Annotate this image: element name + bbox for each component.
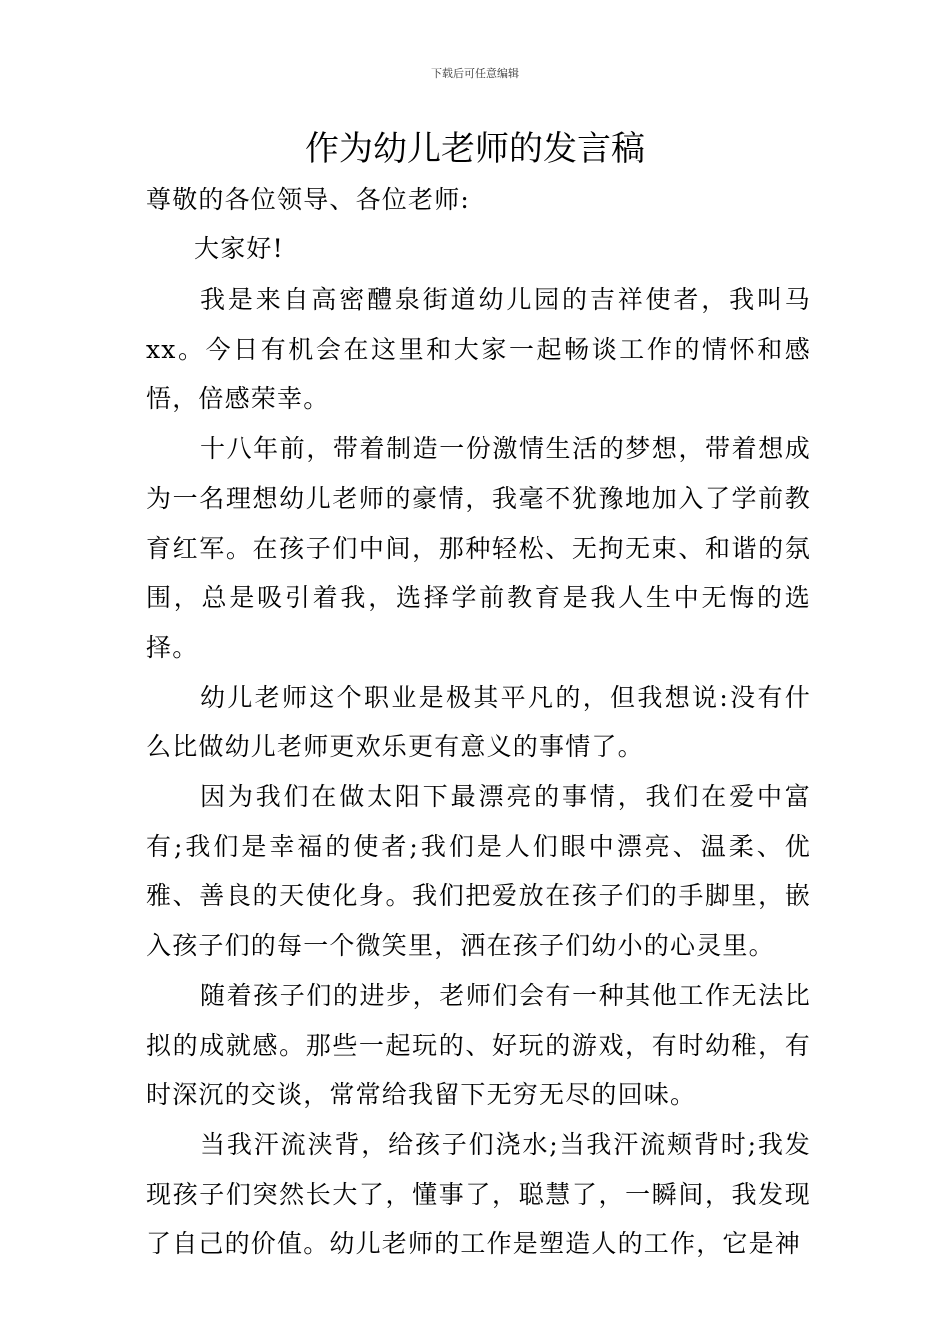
paragraph: 十八年前，带着制造一份激情生活的梦想，带着想成为一名理想幼儿老师的豪情，我毫不犹豫地加入了学前教育红军。在孩子们中间，那种轻松、无拘无束、和谐的氛围，总是吸引着我，选择学前教育是我人生中无悔的选择。 [146,434,811,662]
paragraph: 幼儿老师这个职业是极其平凡的，但我想说:没有什么比做幼儿老师更欢乐更有意义的事情了。 [146,682,811,762]
paragraph: 因为我们在做太阳下最漂亮的事情，我们在爱中富有;我们是幸福的使者;我们是人们眼中漂亮、温柔、优雅、善良的天使化身。我们把爱放在孩子们的手脚里，嵌入孩子们的每一个微笑里，洒在孩子们幼小的心灵里。 [146,782,811,961]
header-note: 下载后可任意编辑 [431,67,519,80]
paragraph: 我是来自高密醴泉街道幼儿园的吉祥使者，我叫马xx。今日有机会在这里和大家一起畅谈工作的情怀和感悟，倍感荣幸。 [146,285,811,414]
document-body [146,275,811,1269]
paragraph: 当我汗流浃背，给孩子们浇水;当我汗流颊背时;我发现孩子们突然长大了，懂事了，聪慧了，一瞬间，我发现了自己的价值。幼儿老师的工作是塑造人的工作，它是神 [146,1129,811,1259]
document-title: 作为幼儿老师的发言稿 [305,129,645,169]
greeting: 大家好! [194,234,284,263]
paragraph: 随着孩子们的进步，老师们会有一种其他工作无法比拟的成就感。那些一起玩的、好玩的游戏，有时幼稚，有时深沉的交谈，常常给我留下无穷无尽的回味。 [146,980,811,1110]
salutation: 尊敬的各位领导、各位老师: [146,185,471,214]
